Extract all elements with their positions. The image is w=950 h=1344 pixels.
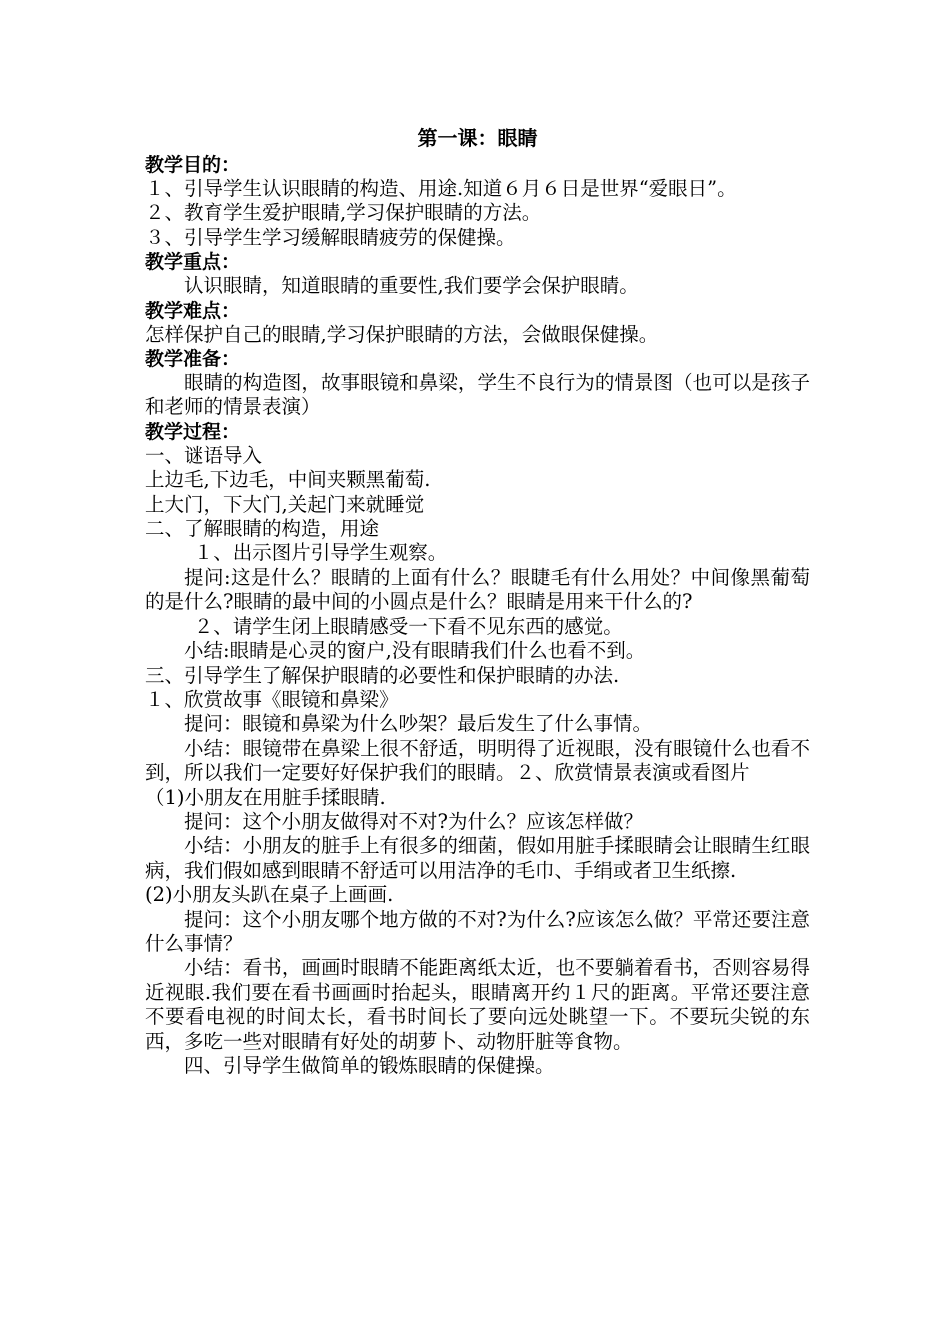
process-line: 提问：眼镜和鼻梁为什么吵架？最后发生了什么事情。: [184, 712, 653, 736]
page-title: 第一课：眼睛: [417, 126, 538, 150]
process-line: １、出示图片引导学生观察。: [193, 541, 448, 565]
prep-text: 眼睛的构造图，故事眼镜和鼻梁，学生不良行为的情景图（也可以是孩子和老师的情景表演）: [145, 371, 810, 419]
process-line: 小结：眼镜带在鼻梁上很不舒适，明明得了近视眼，没有眼镜什么也看不到，所以我们一定要好好保护我们的眼睛。２、欣赏情景表演或看图片: [145, 736, 810, 785]
process-line: （1)小朋友在用脏手揉眼睛.: [145, 785, 386, 809]
difficulty-heading: 教学难点：: [145, 299, 241, 322]
focus-heading: 教学重点：: [145, 251, 241, 274]
process-line: 提问:这是什么？眼睛的上面有什么？眼睫毛有什么用处？中间像黑葡萄的是什么?眼睛的最中间的小圆点是什么？眼睛是用来干什么的?: [145, 565, 810, 614]
process-line: 提问：这个小朋友哪个地方做的不对?为什么?应该怎么做？平常还要注意什么事情？: [145, 907, 810, 955]
prep-heading: 教学准备：: [145, 348, 241, 371]
process-line: 上边毛,下边毛，中间夹颗黑葡萄.: [145, 468, 431, 492]
process-line: 小结：小朋友的脏手上有很多的细菌，假如用脏手揉眼睛会让眼睛生红眼病，我们假如感到眼睛不舒适可以用洁净的毛巾、手绢或者卫生纸擦.: [145, 834, 810, 882]
objective-item: ２、教育学生爱护眼睛,学习保护眼睛的方法。: [145, 201, 542, 225]
process-line: 提问：这个小朋友做得对不对?为什么？应该怎样做？: [184, 809, 643, 833]
difficulty-text: 怎样保护自己的眼睛,学习保护眼睛的方法，会做眼保健操。: [145, 322, 659, 346]
process-line: 上大门，下大门,关起门来就睡觉: [145, 492, 425, 516]
process-line: １、欣赏故事《眼镜和鼻梁》: [145, 687, 399, 711]
process-line: ２、请学生闭上眼睛感受一下看不见东西的感觉。: [193, 614, 623, 638]
document-page: [145, 125, 810, 1078]
process-line: 二、了解眼睛的构造，用途: [145, 517, 380, 541]
process-line: 三、引导学生了解保护眼睛的必要性和保护眼睛的办法.: [145, 663, 620, 687]
process-line: 四、引导学生做简单的锻炼眼睛的保健操。: [184, 1054, 555, 1077]
process-line: (2)小朋友头趴在桌子上画画.: [145, 883, 394, 907]
objective-item: １、引导学生认识眼睛的构造、用途.知道６月６日是世界“爱眼日”。: [145, 177, 737, 200]
objective-item: ３、引导学生学习缓解眼睛疲劳的保健操。: [145, 225, 516, 249]
process-line: 小结:眼睛是心灵的窗户,没有眼睛我们什么也看不到。: [184, 639, 646, 663]
objectives-heading: 教学目的：: [145, 154, 241, 176]
focus-text: 认识眼睛，知道眼睛的重要性,我们要学会保护眼睛。: [184, 274, 639, 298]
process-line: 一、谜语导入: [145, 443, 263, 467]
process-line: 小结：看书，画画时眼睛不能距离纸太近，也不要躺着看书，否则容易得近视眼.我们要在看书画画时抬起头，眼睛离开约１尺的距离。平常还要注意不要看电视的时间太长，看书时间长了要向远处眺望一下。不要玩尖锐的东西，多吃一些对眼睛有好处的胡萝卜、动物肝脏等食物。: [145, 956, 810, 1053]
process-heading: 教学过程：: [145, 420, 241, 443]
